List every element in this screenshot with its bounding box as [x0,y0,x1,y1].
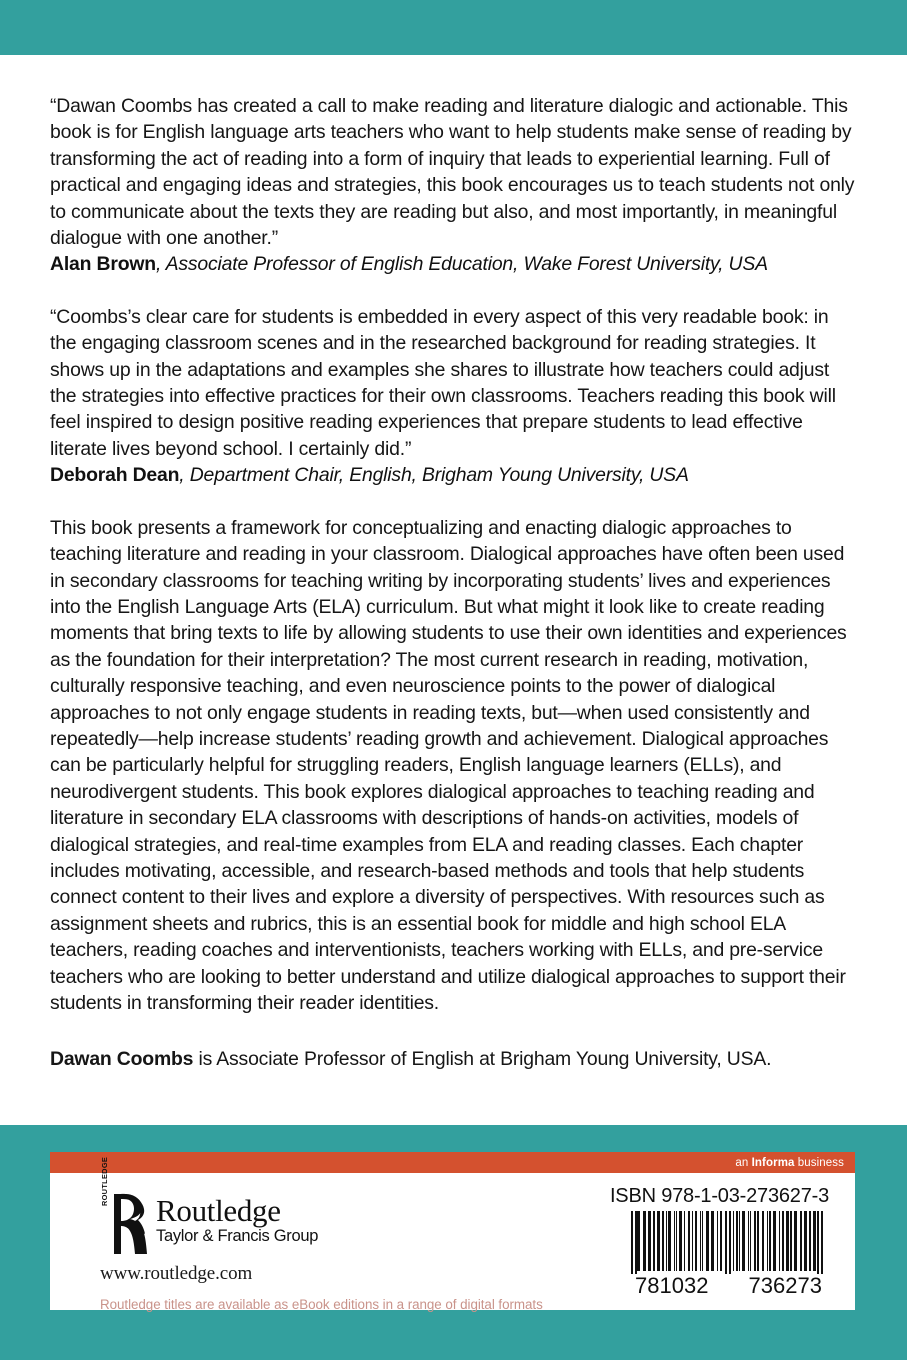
author-name: Dawan Coombs [50,1048,194,1071]
author-bio [50,1046,857,1072]
barcode-block [597,1185,842,1297]
informa-brand: Informa [751,1156,795,1169]
barcode-digit-group-right: 736273 [748,1273,822,1298]
description-panel [0,55,907,1125]
routledge-website[interactable]: www.routledge.com [100,1263,253,1284]
endorsement-quote-1: “Dawan Coombs has created a call to make reading and literature dialogic and actionable. This book is for English language arts teachers who want to help students make sense of reading by transforming the act of reading into a form of inquiry that leads to experiential learning. Full of practical and engaging ideas and strategies, this book encourages us to teach students not only to communicate about the texts they are reading but also, and most importantly, in meaningful dialogue with one another.” [50,95,855,250]
informa-prefix: an [735,1156,752,1169]
informa-strip [50,1152,855,1173]
routledge-logo-mark [100,1156,148,1255]
isbn-label: ISBN 978-1-03-273627-3 [609,1185,830,1207]
endorsement-author-1: Alan Brown [50,253,156,276]
taylor-francis-group-label: Taylor & Francis Group [156,1227,319,1245]
barcode-digit-group-left: 781032 [635,1273,709,1298]
informa-business-label [735,1157,844,1169]
ebook-availability-note: Routledge titles are available as eBook editions in a range of digital formats [100,1297,543,1312]
author-bio-text: is Associate Professor of English at Brigham Young University, USA. [193,1048,772,1071]
routledge-name: Routledge [156,1193,281,1228]
routledge-r-icon [114,1193,148,1255]
routledge-vertical-text: ROUTLEDGE [100,1156,109,1206]
routledge-wordmark [156,1193,318,1246]
book-description: This book presents a framework for conceptualizing and enacting dialogic approaches to teaching literature and reading in your classroom. Dialogical approaches have often been used in secondary classrooms for teaching writing by incorporating students’ lives and experiences into the English Language Arts (ELA) curriculum. But what might it look like to create reading moments that bring texts to life by allowing students to use their own identities and experiences as the foundation for their interpretation? The most current research in reading, motivation, culturally responsive teaching, and even neuroscience points to the power of dialogical approaches to not only engage students in reading texts, but—when used consistently and repeatedly—help increase students’ reading growth and achievement. Dialogical approaches can be particularly helpful for struggling readers, English language learners (ELLs), and neurodivergent students. This book explores dialogical approaches to teaching reading and literature in secondary ELA classrooms with descriptions of hands-on activities, models of dialogical strategies, and real-time examples from ELA and reading classes. Each chapter includes motivating, accessible, and research-based methods and tools that help students connect content to their lives and explore a diversity of perspectives. With resources such as assignment sheets and rubrics, this is an essential book for middle and high school ELA teachers, reading coaches and interventionists, teachers working with ELLs, and pre-service teachers who are looking to better understand and utilize dialogical approaches to support their students in transforming their reader identities. [50,516,847,1014]
endorsement-quote-2: “Coombs’s clear care for students is embedded in every aspect of this very readable book: in the engaging classroom scenes and in the researched background for reading strategies. It shows up in the adaptations and examples she shares to illustrate how teachers could adjust the strategies into effective practices for their own classrooms. Teachers reading this book will feel inspired to design positive reading experiences that prepare students to lead effective literate lives beyond school. I certainly did.” [50,305,836,460]
barcode-image [597,1211,842,1297]
endorsement-author-2: Deborah Dean [50,464,180,487]
endorsement-attribution-1 [50,251,857,277]
endorsement-role-1: , Associate Professor of English Education, Wake Forest University, USA [155,253,768,276]
publisher-box [50,1152,855,1310]
informa-suffix: business [794,1156,844,1169]
endorsement-role-2: , Department Chair, English, Brigham Young University, USA [179,464,689,487]
endorsement-attribution-2 [50,462,857,488]
barcode-digits [615,1274,842,1297]
routledge-logo [100,1156,319,1255]
